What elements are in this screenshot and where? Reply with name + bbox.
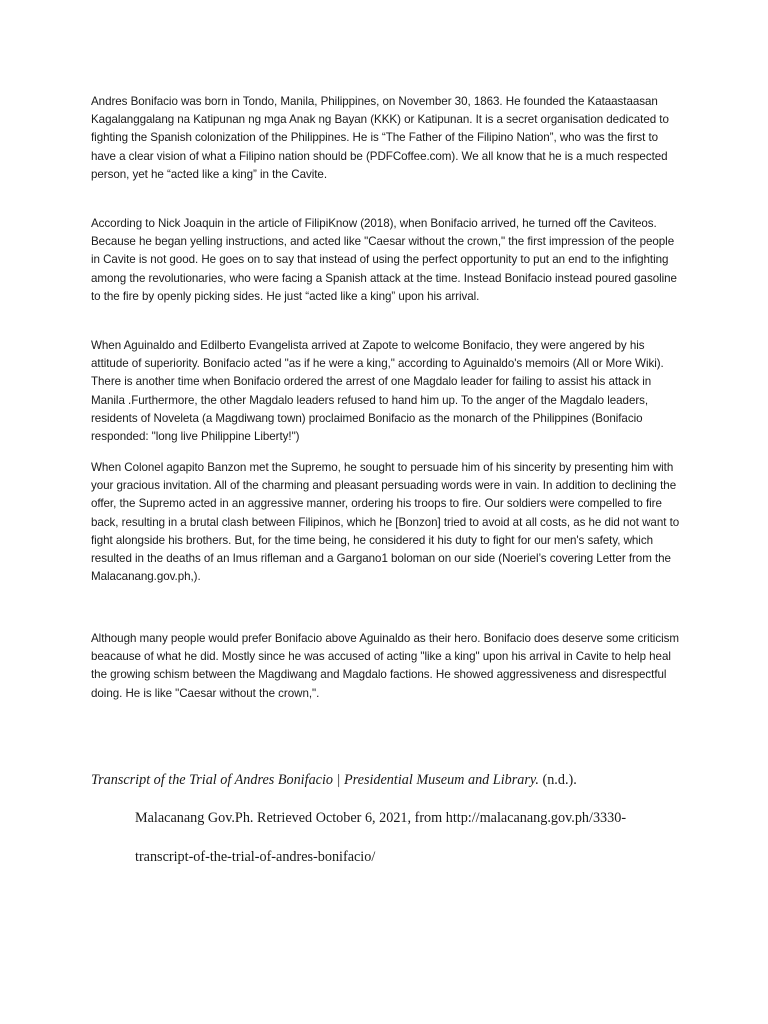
paragraph-birth-and-katipunan: Andres Bonifacio was born in Tondo, Manila, Philippines, on November 30, 1863. He founded the Kataastaasan Kagalanggalang na Katipunan ng mga Anak ng Bayan (KKK) or Katipunan. It is a secret organisation dedicated to fighting the Spanish colonization of the Philippines. He is “The Father of the Filipino Nation”, who was the first to have a clear vision of what a Filipino nation should be (PDFCoffee.com). We all know that he is a much respected person, yet he “acted like a king” in the Cavite.: [91, 95, 669, 181]
reference-url-continuation: transcript-of-the-trial-of-andres-bonifacio/: [135, 849, 376, 865]
reference-entry: [91, 772, 691, 789]
reference-title: Transcript of the Trial of Andres Bonifacio | Presidential Museum and Library.: [91, 772, 539, 788]
paragraph-nick-joaquin-filipiknow: According to Nick Joaquin in the article of FilipiKnow (2018), when Bonifacio arrived, he turned off the Caviteos. Because he began yelling instructions, and acted like "Caesar without the crown," the first impression of the people in Cavite is not good. He goes on to say that instead of using the perfect opportunity to put an end to the infighting among the revolutionaries, who were facing a Spanish attack at the time. Instead Bonifacio instead poured gasoline to the fire by openly picking sides. He just “acted like a king” upon his arrival.: [91, 217, 677, 303]
reference-source-line: Malacanang Gov.Ph. Retrieved October 6, 2021, from http://malacanang.gov.ph/3330-: [135, 810, 627, 826]
paragraph-colonel-banzon: When Colonel agapito Banzon met the Supremo, he sought to persuade him of his sincerity by presenting him with your gracious invitation. All of the charming and pleasant persuading words were in vain. In addition to declining the offer, the Supremo acted in an aggressive manner, ordering his troops to fire. Our soldiers were compelled to fire back, resulting in a brutal clash between Filipinos, which he [Bonzon] tried to avoid at all costs, as he did not want to fight alongside his brothers. But, for the time being, he considered it his duty to fight for our men's safety, which resulted in the deaths of an Imus rifleman and a Gargano1 boloman on our side (Noeriel’s covering Letter from the Malacanang.gov.ph,).: [91, 461, 680, 584]
paragraph-conclusion: Although many people would prefer Bonifacio above Aguinaldo as their hero. Bonifacio does deserve some criticism beacause of what he did. Mostly since he was accused of acting "like a king" upon his arrival in Cavite to help heal the growing schism between the Magdiwang and Magdalo factions. He showed aggressiveness and disrespectful doing. He is like "Caesar without the crown,".: [91, 632, 679, 700]
paragraph-aguinaldo-zapote: When Aguinaldo and Edilberto Evangelista arrived at Zapote to welcome Bonifacio, they were angered by his attitude of superiority. Bonifacio acted "as if he were a king," according to Aguinaldo's memoirs (All or More Wiki). There is another time when Bonifacio ordered the arrest of one Magdalo leader for failing to assist his attack in Manila .Furthermore, the other Magdalo leaders refused to hand him up. To the anger of the Magdalo leaders, residents of Noveleta (a Magdiwang town) proclaimed Bonifacio as the monarch of the Philippines (Bonifacio responded: "long live Philippine Liberty!"): [91, 339, 664, 444]
reference-date: (n.d.).: [538, 772, 577, 788]
